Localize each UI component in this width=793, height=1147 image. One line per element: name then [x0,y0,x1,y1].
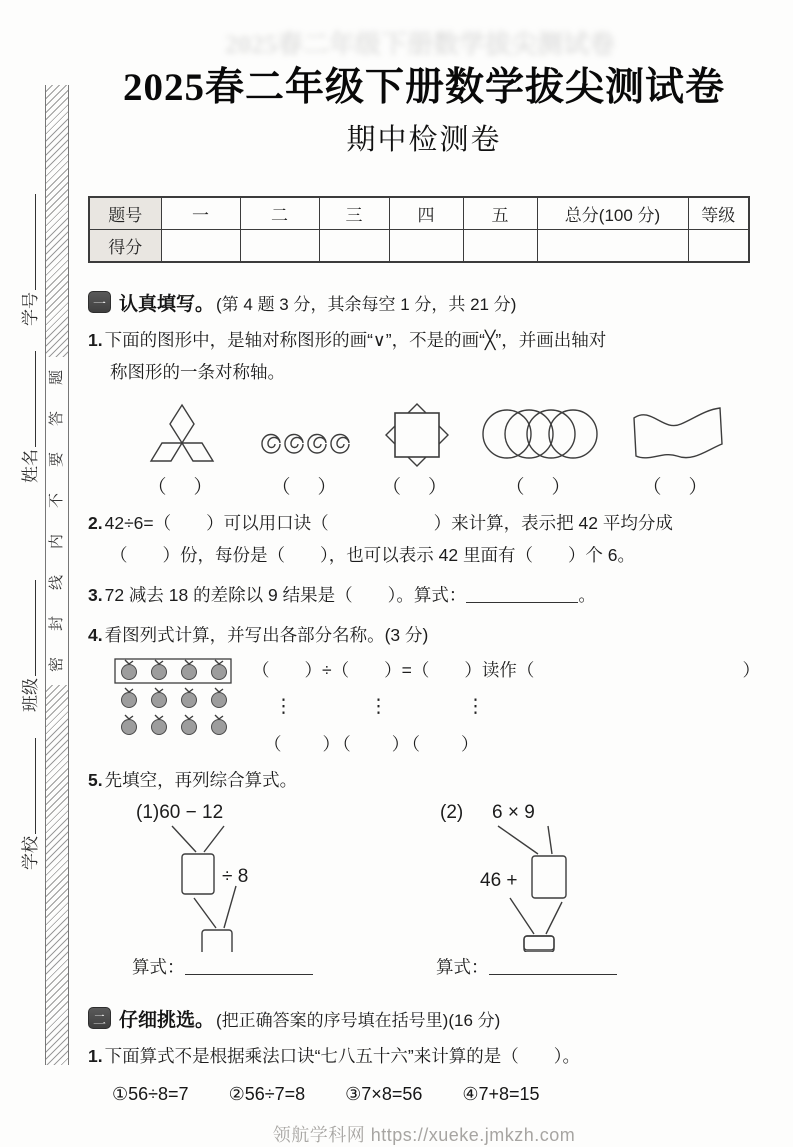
footer-watermark: 领航学科网 https://xueke.jmkzh.com [272,1124,576,1145]
score-cell [537,229,688,262]
seal-char: 答 [48,410,66,427]
formula-blank-line [185,958,313,975]
answer-bracket: （ ） [382,476,452,498]
q4-expression-row [252,657,760,683]
side-field-name [16,351,41,483]
header-cell: 等级 [688,197,749,230]
question-3 [88,579,760,611]
formula-line [132,954,332,979]
section-one-badge: 一 [88,291,111,313]
question-5-title [88,764,760,796]
wide-answer-space [534,657,742,683]
exam-title: 2025春二年级下册数学拔尖测试卷 [122,66,725,109]
question-text: 称图形的一条对称轴。 [110,361,285,382]
q5-diagram-2 [436,800,646,979]
header-cell: 一 [161,197,240,230]
question-text: 下面算式不是根据乘法口诀“七八五十六”来计算的是（ ）。 [104,1045,581,1066]
question-text: 。 [578,584,596,605]
paper-content [88,0,760,1147]
diagram2-left-operand: 46 + [480,869,518,891]
question-text: 看图列式计算，并写出各部分名称。(3 分) [104,624,429,645]
option-item-3: ③7×8=56 [345,1083,423,1104]
header-cell: 五 [463,197,537,230]
formula-blank-line [489,958,617,975]
question-text: 72 减去 18 的差除以 9 结果是（ ）。算式： [104,584,467,605]
diagram1-header: (1)60 − 12 [136,801,224,823]
seal-char: 密 [48,656,66,673]
side-field-school [16,738,41,870]
side-field-label: 学校 [21,836,40,870]
shape-wavy-banner [629,402,725,499]
fill-line [21,738,36,834]
option-item-2: ②56÷7=8 [228,1083,306,1104]
question-2-line1 [88,507,760,539]
section-two-header [88,1005,760,1032]
options-row [112,1084,760,1105]
division-expression: （ ）÷（ ）=（ ）读作（ [252,659,535,680]
vertical-dots: ⋮ [466,696,485,718]
closing-paren: ） [742,659,760,680]
vertical-dots: ⋮ [274,696,293,718]
question-text: （ ）份，每份是（ ），也可以表示 42 里面有（ ）个 6。 [110,544,636,565]
question-number: 2. [88,512,103,533]
section-two-badge: 二 [88,1007,111,1029]
fill-line [21,580,36,676]
question-1-line2 [88,356,760,388]
seal-char: 内 [48,533,66,550]
score-table-header-row [89,197,749,230]
fill-line [21,351,36,447]
header-cell: 总分(100 分) [537,197,688,230]
seal-char: 线 [48,574,66,591]
question-4-expression-area [252,657,760,756]
seal-line-strip [45,85,69,1065]
section-note: (把正确答案的序号填在括号里)(16 分) [216,1010,501,1030]
formula-label: 算式： [436,956,489,977]
question-5-diagrams [132,800,760,979]
question-number: 1. [88,1045,103,1066]
question-4-title [88,619,760,651]
question-text: 42÷6=（ ）可以用口诀（ ）来计算，表示把 42 平均分成 [104,512,673,533]
header-cell: 题号 [89,197,161,230]
hatch-pattern [46,85,68,357]
question-number: 1. [88,329,103,350]
section-note: (第 4 题 3 分，其余每空 1 分，共 21 分) [216,294,517,314]
shape-spiral-waves [260,402,352,499]
option-item-1: ①56÷8=7 [112,1083,189,1104]
section2-question-1 [88,1040,760,1072]
section-one-header [88,289,760,316]
score-cell [161,229,240,262]
answer-bracket: （ ） [271,476,341,498]
vertical-dots: ⋮ [369,696,388,718]
score-table [88,196,750,263]
question-2-line2 [88,539,760,571]
apple-grid-figure [112,657,240,741]
answer-blank-line [466,586,578,603]
score-cell [389,229,463,262]
q5-diagram-1 [132,800,332,979]
shape-triple-rhombus [134,402,230,499]
formula-line [436,954,646,979]
section-title: 认真填写。 [119,293,215,315]
side-field-label: 学号 [21,292,40,326]
diagram2-header: 6 × 9 [492,801,535,823]
answer-bracket: （ ） [147,476,217,498]
answer-bracket: （ ） [642,476,712,498]
seal-char: 不 [48,492,66,509]
shape-overlapping-circles [481,402,599,499]
q4-name-brackets: （ ）（ ）（ ） [264,733,481,754]
question-4-body [112,657,760,756]
score-cell [688,229,749,262]
question-text: 下面的图形中，是轴对称图形的画“∨”，不是的画“╳”，并画出轴对 [104,329,607,350]
answer-bracket: （ ） [505,476,575,498]
score-row-label: 得分 [89,229,161,262]
side-field-student-id [16,194,41,326]
q4-vertical-dots-row [252,683,760,731]
section-title: 仔细挑选。 [119,1009,215,1031]
question-number: 3. [88,584,103,605]
question-number: 4. [88,624,103,645]
exam-subtitle: 期中检测卷 [346,123,502,156]
side-field-class [16,580,41,712]
diagram1-operator: ÷ 8 [222,865,249,887]
formula-label: 算式： [132,956,185,977]
diagram2-tag: (2) [440,801,464,823]
seal-char: 题 [48,369,66,386]
question-text: 先填空，再列综合算式。 [104,769,298,790]
bleed-through-title: 2025春二年级下册数学拔尖测试卷 [224,30,615,59]
score-cell [463,229,537,262]
score-cell [319,229,389,262]
shape-star-square [382,402,451,499]
header-cell: 三 [319,197,389,230]
fill-line [21,194,36,290]
score-table-score-row [89,229,749,262]
seal-char: 封 [48,615,66,632]
hatch-pattern [46,685,68,1065]
side-field-label: 姓名 [21,449,40,483]
side-field-label: 班级 [21,678,40,712]
score-cell [240,229,319,262]
header-cell: 四 [389,197,463,230]
symmetry-shapes-row [134,402,760,499]
seal-char: 要 [48,451,66,468]
question-number: 5. [88,769,103,790]
header-cell: 二 [240,197,319,230]
option-item-4: ④7+8=15 [462,1083,540,1104]
question-1-line1 [88,324,760,356]
